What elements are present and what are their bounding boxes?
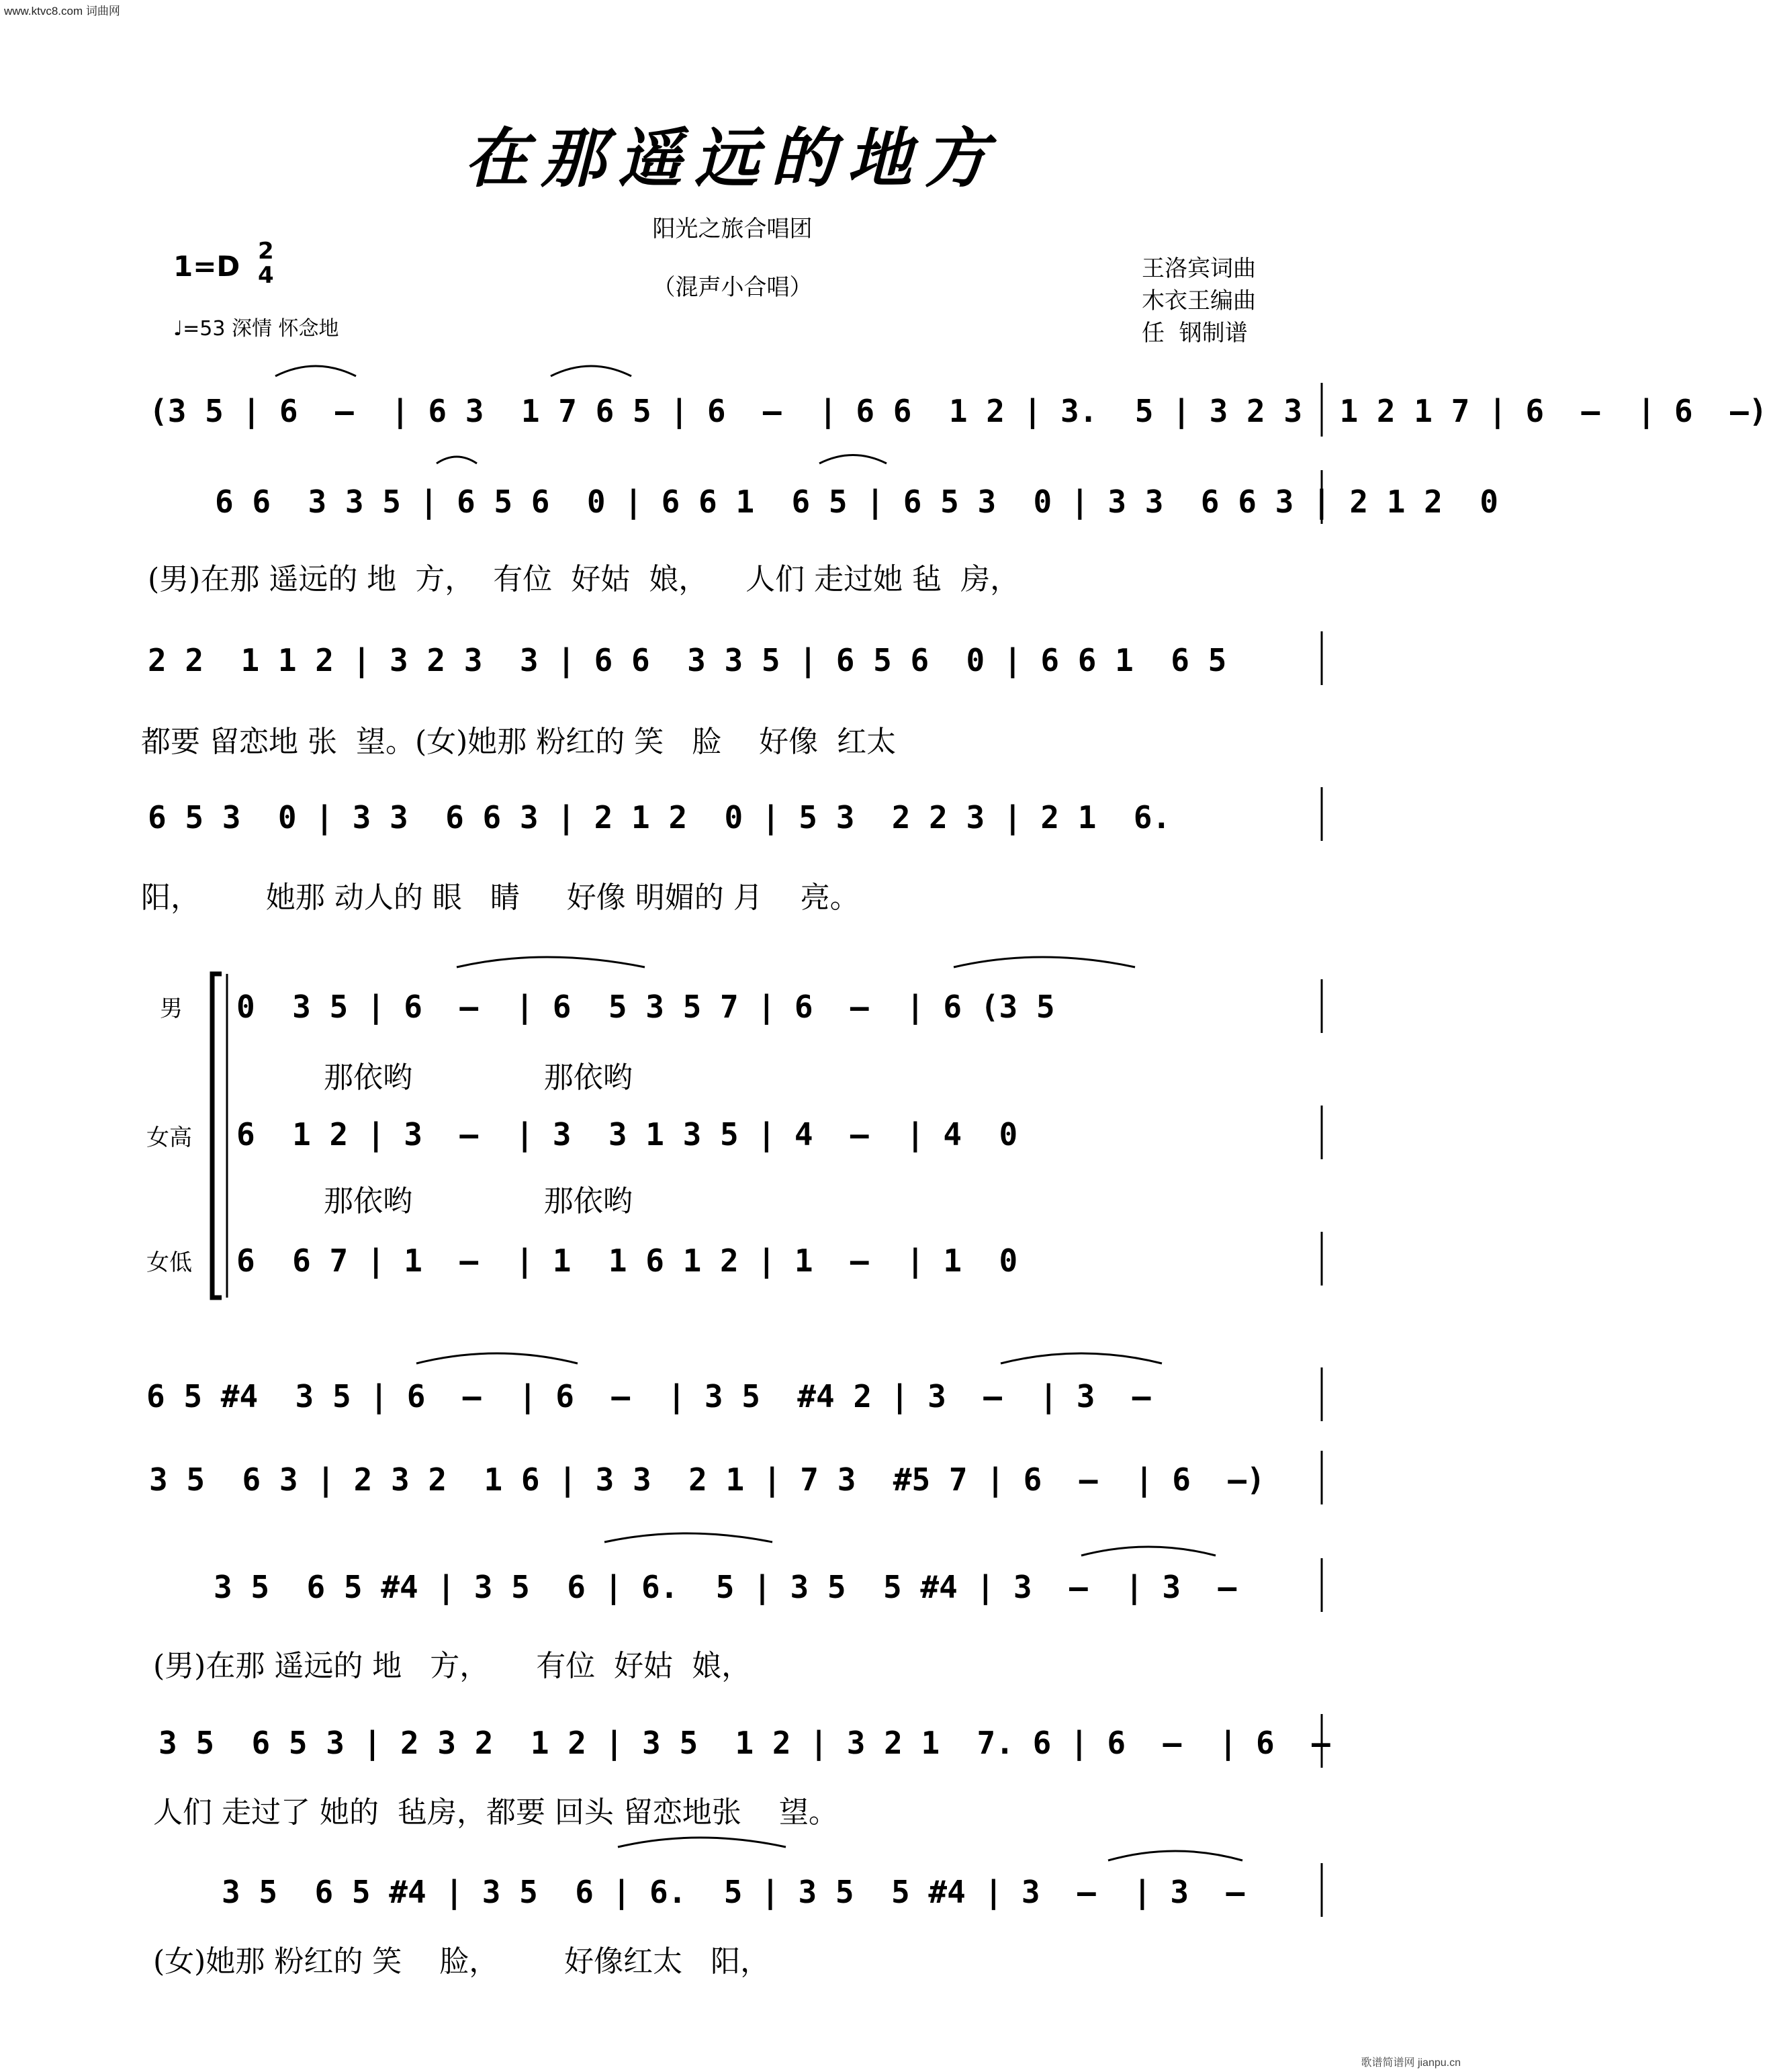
- arrangement-type: （混声小合唱）: [652, 274, 813, 301]
- lyric-line-4: (男)在那 遥远的 地 方， 有位 好姑 娘，: [153, 1649, 752, 1683]
- slur: [1081, 1547, 1216, 1556]
- score-line-8: 3 5 6 5 3 | 2 3 2 1 2 | 3 5 1 2 | 3 2 1 7. 6 | 6 – | 6 –: [158, 1725, 1330, 1761]
- score-line-1: (3 5 | 6 – | 6 3 1 7 6 5 | 6 – | 6 6 1 2 | 3. 5 | 3 2 3 1 2 1 7 | 6 – | 6 –): [149, 393, 1767, 429]
- watermark: www.ktvc8.com 词曲网: [4, 5, 120, 17]
- footer-watermark: 歌谱简谱网 jianpu.cn: [1361, 2057, 1461, 2069]
- tempo-marking: ♩=53 深情 怀念地: [173, 317, 339, 341]
- voice-label-soprano: 女高: [146, 1124, 192, 1151]
- score-line-5: 6 5 #4 3 5 | 6 – | 6 – | 3 5 #4 2 | 3 – | 3 –: [146, 1378, 1151, 1414]
- lyric-soprano: 那依哟 那依哟: [324, 1184, 633, 1218]
- score-line-2: 6 6 3 3 5 | 6 5 6 0 | 6 6 1 6 5 | 6 5 3 0 | 3 3 6 6 3 | 2 1 2 0: [215, 484, 1498, 520]
- credit-lyrics-music: 王洛宾词曲: [1142, 255, 1256, 282]
- slur: [618, 1838, 786, 1847]
- slur: [604, 1533, 772, 1542]
- voice-label-alto: 女低: [146, 1249, 192, 1276]
- lyric-line-6: (女)她那 粉红的 笑 脸， 好像红太 阳，: [153, 1944, 770, 1979]
- score-line-soprano: 6 1 2 | 3 – | 3 3 1 3 5 | 4 – | 4 0: [236, 1116, 1018, 1153]
- lyric-line-5: 人们 走过了 她的 毡房，都要 回头 留恋地张 望。: [153, 1795, 838, 1830]
- performer: 阳光之旅合唱团: [652, 216, 813, 242]
- lyric-line-2: 都要 留恋地 张 望。(女)她那 粉红的 笑 脸 好像 红太: [141, 725, 897, 759]
- score-line-6: 3 5 6 3 | 2 3 2 1 6 | 3 3 2 1 | 7 3 #5 7 | 6 – | 6 –): [149, 1461, 1265, 1498]
- lyric-line-3: 阳， 她那 动人的 眼 睛 好像 明媚的 月 亮。: [141, 881, 860, 915]
- score-line-male: 0 3 5 | 6 – | 6 5 3 5 7 | 6 – | 6 (3 5: [236, 989, 1055, 1025]
- score-line-4: 6 5 3 0 | 3 3 6 6 3 | 2 1 2 0 | 5 3 2 2 3 | 2 1 6.: [148, 799, 1171, 836]
- time-bottom: 4: [258, 262, 274, 289]
- choir-bracket: [212, 974, 222, 1298]
- slur: [954, 957, 1135, 967]
- slur: [551, 366, 631, 376]
- voice-label-male: 男: [160, 995, 183, 1022]
- slur: [275, 366, 356, 376]
- slur: [1001, 1353, 1162, 1363]
- score-line-9: 3 5 6 5 #4 | 3 5 6 | 6. 5 | 3 5 5 #4 | 3 – | 3 –: [222, 1874, 1245, 1910]
- slur: [457, 957, 645, 967]
- score-line-7: 3 5 6 5 #4 | 3 5 6 | 6. 5 | 3 5 5 #4 | 3 – | 3 –: [214, 1569, 1237, 1605]
- credit-arranger: 木衣王编曲: [1142, 287, 1256, 314]
- score-line-alto: 6 6 7 | 1 – | 1 1 6 1 2 | 1 – | 1 0: [236, 1243, 1018, 1279]
- key-signature: 1=D: [173, 250, 240, 283]
- score-line-3: 2 2 1 1 2 | 3 2 3 3 | 6 6 3 3 5 | 6 5 6 0 | 6 6 1 6 5: [148, 642, 1227, 678]
- slur: [819, 455, 887, 464]
- credit-transcriber: 任 钢制谱: [1142, 320, 1248, 347]
- song-title: 在那遥远的地方: [464, 120, 1001, 196]
- slur: [416, 1353, 578, 1363]
- lyric-line-1: (男)在那 遥远的 地 方， 有位 好姑 娘， 人们 走过她 毡 房，: [148, 562, 1020, 596]
- time-top: 2: [258, 238, 274, 265]
- slur: [1108, 1851, 1242, 1860]
- slur: [437, 457, 477, 463]
- lyric-male: 那依哟 那依哟: [324, 1061, 633, 1095]
